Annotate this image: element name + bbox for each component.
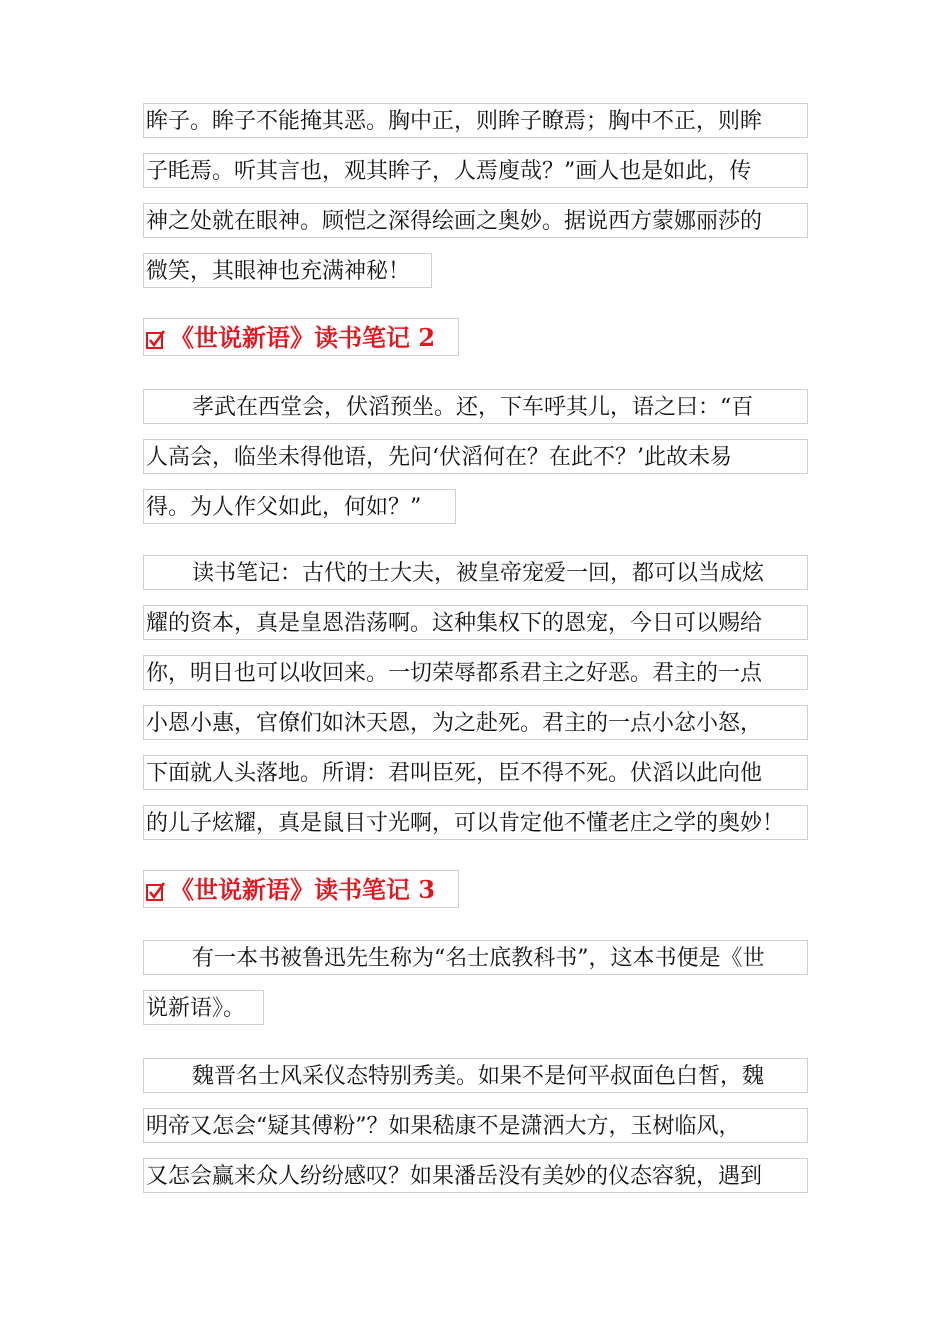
text-line: 孝武在西堂会，伏滔预坐。还，下车呼其儿，语之曰：“百 (143, 389, 808, 424)
section-heading-2 (143, 318, 459, 356)
text-line: 你，明日也可以收回来。一切荣辱都系君主之好恶。君主的一点 (143, 655, 808, 690)
text-line: 魏晋名士风采仪态特别秀美。如果不是何平叔面色白皙，魏 (143, 1058, 808, 1093)
text-line: 微笑，其眼神也充满神秘！ (143, 253, 432, 288)
heading-title: 《世说新语》读书笔记 2 (170, 323, 436, 352)
text-line: 明帝又怎会“疑其傅粉”？如果嵇康不是潇洒大方，玉树临风， (143, 1108, 808, 1143)
text-line: 得。为人作父如此，何如？” (143, 489, 456, 524)
text-line: 读书笔记：古代的士大夫，被皇帝宠爱一回，都可以当成炫 (143, 555, 808, 590)
text-line: 小恩小惠，官僚们如沐天恩，为之赴死。君主的一点小忿小怒， (143, 705, 808, 740)
text-line: 人高会，临坐未得他语，先问‘伏滔何在？在此不？’此故未易 (143, 439, 808, 474)
text-line: 有一本书被鲁迅先生称为“名士底教科书”，这本书便是《世 (143, 940, 808, 975)
text-line: 神之处就在眼神。顾恺之深得绘画之奥妙。据说西方蒙娜丽莎的 (143, 203, 808, 238)
text-line: 下面就人头落地。所谓：君叫臣死，臣不得不死。伏滔以此向他 (143, 755, 808, 790)
heading-title: 《世说新语》读书笔记 3 (170, 875, 436, 904)
text-line: 耀的资本，真是皇恩浩荡啊。这种集权下的恩宠，今日可以赐给 (143, 605, 808, 640)
text-line: 子眊焉。听其言也，观其眸子，人焉廋哉？”画人也是如此，传 (143, 153, 808, 188)
text-line: 眸子。眸子不能掩其恶。胸中正，则眸子瞭焉；胸中不正，则眸 (143, 103, 808, 138)
checkbox-checked-icon (146, 330, 166, 350)
text-line: 的儿子炫耀，真是鼠目寸光啊，可以肯定他不懂老庄之学的奥妙！ (143, 805, 808, 840)
text-line: 说新语》。 (143, 990, 264, 1025)
section-heading-3 (143, 870, 459, 908)
checkbox-checked-icon (146, 882, 166, 902)
text-line: 又怎会赢来众人纷纷感叹？如果潘岳没有美妙的仪态容貌，遇到 (143, 1158, 808, 1193)
